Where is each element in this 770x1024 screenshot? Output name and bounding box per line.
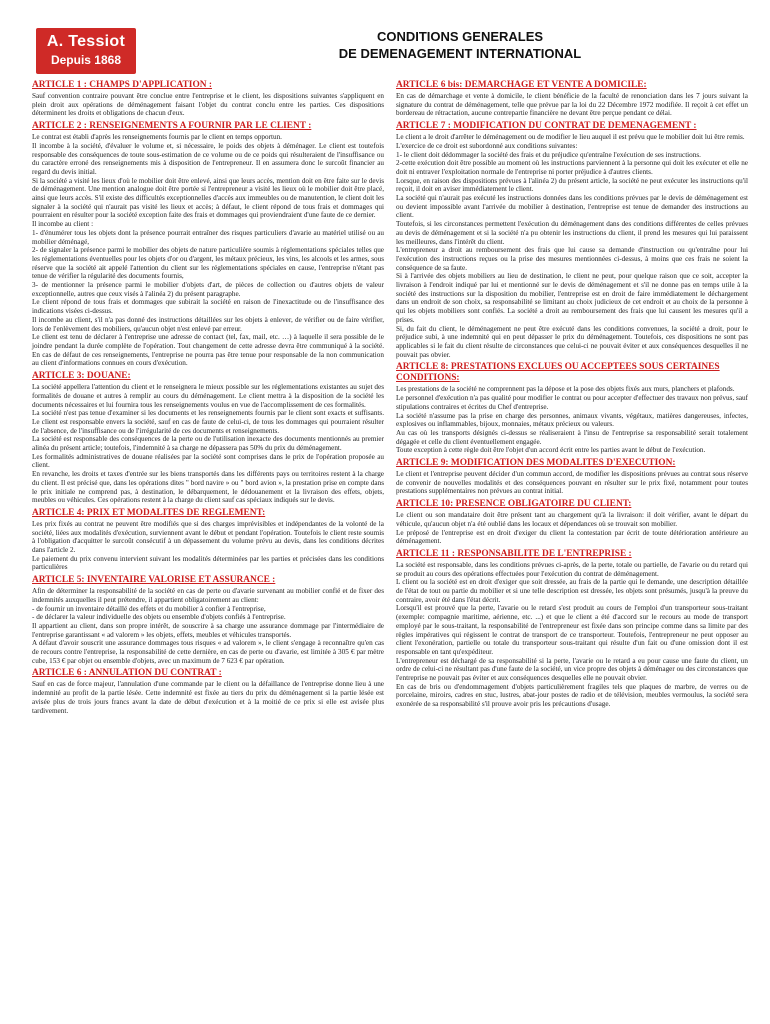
article-title: ARTICLE 2 : RENSEIGNEMENTS A FOURNIR PAR LE CLIENT : [32,121,312,132]
article-title: ARTICLE 11 : RESPONSABILITE DE L'ENTREPRISE : [396,548,632,559]
article-paragraph: Au cas où les transports désignés ci-dessus se réaliseraient à l'insu de l'entreprise sa responsabilité serait totalement dégagée et celle du client éventuellement engagée. [396,428,748,446]
article-paragraph: L'entrepreneur est déchargé de sa responsabilité si la perte, l'avarie ou le retard a eu pour cause une faute du client, un ordre de celui-ci ne résultant pas d'une faute de la société, un vice propre des objets à déménager ou des circonstances que l'entreprise ne pouvait pas éviter et aux conséquences desquelles elle ne pouvait obvier. [396,656,748,683]
article-paragraph: La société est responsable, dans les conditions prévues ci-après, de la perte, totale ou partielle, de l'avarie ou du retard qui se produit au cours des opérations effectuées pour l'exécution du contrat de déménagement. [396,560,748,578]
article-body [32,133,384,368]
article-paragraph: Le client a le droit d'arrêter le déménagement ou de modifier le lieu auquel il est prévu que le mobilier doit lui être remis. [396,133,745,142]
document-title [240,28,680,62]
article-paragraph: 3- de mentionner la présence parmi le mobilier d'objets d'art, de pièces de collection ou d'autres objets de valeur exceptionnelle, autres que ceux visés à l'alinéa 2) du présent paragraphe. [32,281,384,298]
article-body [32,680,384,715]
article-paragraph: 1- d'énumérer tous les objets dont la présence pourrait entraîner des risques particuliers d'avarie au matériel utilisé ou au mobilier déménagé, [32,228,384,246]
article-paragraph: L'exercice de ce droit est subordonné aux conditions suivantes: [396,141,578,150]
article-paragraph: Si, du fait du client, le déménagement ne peut être exécuté dans les conditions convenues, la société a droit, pour le préjudice subi, à une indemnité qui en peut dépasser le prix du déménagement. Toutefois, ces dispositions ne sont pas applicables si le fait du client résulte de circonstances que celui-ci ne pouvait éviter et aux conséquences desquelles il ne pouvait pas obvier. [396,324,748,359]
article-title: ARTICLE 6 bis: DEMARCHAGE ET VENTE A DOMICILE: [396,80,647,90]
article-section [32,575,384,665]
article-paragraph: 2- de signaler la présence parmi le mobilier des objets de nature particulière soumis à réglementations spéciales telles que les réglementations éventuelles pour les objets d'or ou d'argent, les métaux précieux, les vins, les alcools et les armes, sous réserve que la société ait appelé l'attention du client sur les réglementations spéciales en cause, l'entreprise n'étant pas tenue de vérifier la régularité des documents fournis, [32,246,384,281]
article-paragraph: Afin de déterminer la responsabilité de la société en cas de perte ou d'avarie survenant au mobilier confié et de fixer des indemnités auxquelles il peut prétendre, il appartient obligatoirement au client: [32,587,384,604]
title-line-2: DE DEMENAGEMENT INTERNATIONAL [338,46,582,61]
article-paragraph: Le client et l'entreprise peuvent décider d'un commun accord, de modifier les dispositions prévues au contrat sous réserve de convenir de nouvelles modalités et des conséquences pouvant en résulter sur le prix fixé, notamment pour toutes prestations supplémentaires non prévues au contrat initial. [396,470,748,496]
article-paragraph: L'entrepreneur a droit au remboursement des frais que lui cause sa demande d'instruction ou qu'entraîne pour lui l'exécution des instructions reçues ou la prise des mesures mentionnées ci-dessus, à moins que ces frais ne soient la conséquence de sa faute. [396,246,748,272]
right-column [396,80,748,712]
article-section [396,121,748,359]
article-section [396,549,748,709]
article-section [32,508,384,572]
article-section [32,371,384,505]
article-paragraph: La société est responsable des conséquences de la perte ou de l'utilisation inexacte des documents mentionnés au premier alinéa du présent article; toutefois, l'indemnité à sa charge ne dépassera pas 50% du prix du déménagement. [32,435,384,453]
article-body [396,470,748,496]
left-column [32,80,384,718]
article-title: ARTICLE 9: MODIFICATION DES MODALITES D'EXECUTION: [396,458,676,469]
article-paragraph: L client ou la société est en droit d'exiger que soit dressée, au frais de la partie qui le demande, une description détaillée de l'état de tout ou partie du mobilier et si une telle description est dressée, les objets sont présumés, jusqu'à la preuve du contraire, avoir été dans l'état décrit. [396,578,748,604]
article-title: ARTICLE 6 : ANNULATION DU CONTRAT : [32,668,222,679]
article-section [32,80,384,118]
article-paragraph: Les formalités administratives de douane réalisées par la société sont comprises dans le prix de l'opération proposée au client. [32,452,384,470]
article-body [396,561,748,709]
article-paragraph: La société n'assume pas la prise en charge des personnes, animaux vivants, végétaux, matières dangereuses, infectes, explosives ou inflammables, bijoux, monnaies, métaux précieux ou valeurs. [396,411,748,429]
article-paragraph: En revanche, les droits et taxes d'entrée sur les biens transportés dans les différents pays ou territoires restent à la charge du client. Il est précisé que, dans les opérations dites " bord navire » ou " bord avion », la prestation prise en compte dans le prix initiale ne comprend pas, à destination, le débarquement, le dédouanement et la livraison des effets, objets, meubles ou véhicules. Ces opérations restent à la charge du client sauf cas spéciaux indiqués sur le devis. [32,470,384,505]
article-title: ARTICLE 10: PRESENCE OBLIGATOIRE DU CLIENT: [396,499,632,510]
article-paragraph: Le personnel d'exécution n'a pas qualité pour modifier le contrat ou pour accepter d'effectuer des travaux non prévus, sauf stipulations contraires et écrites du Chef d'entreprise. [396,394,748,411]
article-title: ARTICLE 7 : MODIFICATION DU CONTRAT DE DEMENAGEMENT : [396,121,697,132]
article-section [396,499,748,546]
article-section [32,121,384,368]
article-paragraph: Il appartient au client, dans son propre intérêt, de souscrire à sa charge une assurance dommage par l'intermédiaire de l'entreprise garantissant « ad valorem » les objets, effets, meubles et véhicules transportés. [32,621,384,639]
article-paragraph: Le contrat est établi d'après les renseignements fournis par le client en temps opportun. [32,133,282,142]
article-paragraph: Le client répond de tous frais et dommages que subirait la société en raison de l'inexactitude ou de l'insuffisance des indications visées ci-dessus. [32,298,384,316]
article-title: ARTICLE 1 : CHAMPS D'APPLICATION : [32,80,212,90]
article-body [32,587,384,665]
article-paragraph: La société appellera l'attention du client et le renseignera le mieux possible sur les réglementations existantes au sujet des formalités de douane et autres à remplir au cours du déménagement. Le client mettra à la disposition de la société les documents nécessaires et lui fournira tous les renseignements voulus en vue de l'accomplissement de ces formalités. [32,383,384,409]
article-body [32,520,384,572]
logo-year: Depuis 1868 [50,53,122,67]
article-paragraph: Le client est tenu de déclarer à l'entreprise une adresse de contact (tel, fax, mail, etc. …) à laquelle il sera possible de le joindre pendant la durée complète de l'opération. Tout changement de cette adresse devra être communiqué à la société. En cas de défaut de ces renseignements, l'entreprise ne pourra pas être tenue pour responsable de la non communication au client d'informations connues en cours d'exécution. [32,333,384,368]
company-logo [36,28,136,74]
article-paragraph: 1- le client doit dédommager la société des frais et du préjudice qu'entraîne l'exécution de ses instructions. [396,150,701,159]
article-paragraph: En cas de démarchage et vente à domicile, le client bénéficie de la faculté de renonciation dans les 7 jours suivant la signature du contrat de déménagement, telle que prévue par la loi du 22 Décembre 1972 modifiée. Il reçoit à cet effet un bordereau de rétractation, aucune contrepartie financière ne devant être perçue pendant ce délai. [396,92,748,118]
article-paragraph: - de déclarer la valeur individuelle des objets ou ensemble d'objets confiés à l'entreprise. [32,613,286,622]
article-paragraph: Le préposé de l'entreprise est en droit d'exiger du client la contestation par écrit de toute détérioration antérieure au déménagement. [396,528,748,546]
article-section [396,458,748,496]
article-title: ARTICLE 8: PRESTATIONS EXCLUES OU ACCEPTEES SOUS CERTAINES CONDITIONS: [396,362,720,384]
article-paragraph: A défaut d'avoir souscrit une assurance dommages tous risques « ad valorem », le client s'engage à reconnaître qu'en cas de recours contre l'entreprise, la responsabilité de cette dernière, en cas de perte ou d'avarie, est limitée à 305 € par mètre cube, 153 € par objet ou ensemble d'objets, avec un maximum de 7 623 € par opération. [32,639,384,665]
article-paragraph: Les prix fixés au contrat ne peuvent être modifiés que si des charges imprévisibles et indépendantes de la volonté de la société, liées aux modalités d'exécution, surviennent avant le début et pendant l'opération. Toutefois le client reste soumis à l'obligation d'acquitter le surcoût consécutif à un dépassement du volume prévu au devis, dans les conditions décrites dans l'article 2. [32,519,384,555]
article-body [396,511,748,546]
article-paragraph: Lorsqu'il est prouvé que la perte, l'avarie ou le retard s'est produit au cours de l'emploi d'un transporteur sous-traitant (exemple: compagnie maritime, aérienne, etc. ...) et que le client a été d'accord sur le recours au mode de transport employé par le sous-traitant, la responsabilité de l'entrepreneur est fixée dans son principe comme dans sa limite par des règles impératives qui régissent le contrat de transport de ce transporteur. Toutefois, l'entrepreneur ne peut opposer au client l'exonération, partielle ou totale du transporteur sous-traitant qui résulte d'un fait ou d'une omission dont il est responsable en tant qu'expéditeur. [396,604,748,656]
article-paragraph: Toutefois, si les circonstances permettent l'exécution du déménagement dans des conditions différentes de celles prévues au devis de déménagement et si la société n'a pu obtenir les instructions du client, il prend les mesures qui lui paraissent les meilleures, dans l'intérêt du client. [396,220,748,246]
page-header [0,0,770,78]
article-paragraph: - de fournir un inventaire détaillé des effets et du mobilier à confier à l'entreprise, [32,604,266,613]
article-paragraph: Il incombe à la société, d'évaluer le volume et, si nécessaire, le poids des objets à déménager. Le client est toutefois responsable des conséquences de toute sous-estimation de ce volume ou de ce poids qui résulteraient de l'insuffisance ou du caractère erroné des renseignements mis à disposition de l'entrepreneur. Il en assumera donc le surcoût financier au regard du devis initial. [32,141,384,176]
article-section [32,668,384,715]
article-paragraph: La société n'est pas tenue d'examiner si les documents et les renseignements fournis par le client sont exacts et suffisants. Le client est responsable envers la société, sauf en cas de faute de celui-ci, de tous les dommages qui pourraient résulter de l'absence, de l'insuffisance ou de l'irrégularité de ces documents et renseignements. [32,409,384,435]
article-paragraph: Sauf convention contraire pouvant être conclue entre l'entreprise et le client, les dispositions suivantes s'appliquent en plein droit aux opérations de déménagement faisant l'objet du contrat conclu entre les parties. Ces dispositions déterminent les droits et obligations de chacun d'eux. [32,92,384,118]
article-paragraph: Toute exception à cette règle doit être l'objet d'un accord écrit entre les parties avant le début de l'exécution. [396,446,706,455]
article-paragraph: Lorsque, en raison des dispositions prévues à l'alinéa 2) du présent article, la société ne peut exécuter les instructions qu'il reçoit, il doit en aviser immédiatement le client. [396,176,748,194]
article-body [396,133,748,359]
article-paragraph: Le client ou son mandataire doit être présent tant au chargement qu'à la livraison: il doit vérifier, avant le départ du véhicule, qu'aucun objet n'a été oublié dans les locaux et dépendances où se trouvait son mobilier. [396,511,748,528]
article-paragraph: Sauf en cas de force majeur, l'annulation d'une commande par le client ou la défaillance de l'entreprise donne lieu à une indemnité au profit de la partie lésée. Cette indemnité est fixée au tiers du prix du déménagement si la partie lésée est avisée plus de trois jours francs avant la date de début d'exécution et à la moitié de ce prix si elle est avisée plus tardivement. [32,680,384,715]
article-paragraph: En cas de bris ou d'endommagement d'objets particulièrement fragiles tels que plaques de marbre, de verres ou de porcelaine, miroirs, cadres en stuc, lustres, abat-jour postes de radio et de télévision, meubles vermoulus, la société sera exonérée de sa responsabilité s'il prouve avoir pris les précautions d'usage. [396,682,748,709]
article-paragraph: Il incombe au client : [32,220,94,229]
article-body [396,92,748,118]
article-title: ARTICLE 5: INVENTAIRE VALORISE ET ASSURANCE : [32,575,276,586]
article-paragraph: Si à l'arrivée des objets mobiliers au lieu de destination, le client ne peut, pour quelque raison que ce soit, accepter la livraison à l'endroit indiqué par lui et mentionné sur le devis de déménagement et s'il ne donne pas en temps utile à la société des instructions sur la disposition du mobilier, l'entreprise est en droit de faire immédiatement le déchargement dans un endroit de son choix, sa responsabilité se limitant au choix judicieux de cet endroit et au choix de la personne à qui les objets mobiliers sont confiés. La société a droit au remboursement des frais que lui causent les mesures qu'il a prises. [396,272,748,324]
logo-name: A. Tessiot [46,33,126,50]
article-section [396,80,748,118]
article-paragraph: Si la société a visité les lieux d'où le mobilier doit être enlevé, ainsi que leurs accès, mention doit en être faite sur le devis de déménagement. Une mention analogue doit être portée si l'entrepreneur a visité les lieux où le mobilier doit être placé, ainsi que leurs accès. S'il existe des difficultés exceptionnelles d'accès aux immeubles ou de manutention, le client doit les signaler à la société qui n'aurait pas visité les lieux et accès; à défaut, le client répond de tous frais et dommages qui pourraient en résulter pour la société exception faite des frais et dommages qui proviendraient d'une faute de ce dernier. [32,176,384,220]
article-title: ARTICLE 4: PRIX ET MODALITES DE REGLEMENT: [32,507,266,518]
article-paragraph: Il incombe au client, s'il n'a pas donné des instructions détaillées sur les objets à enlever, de vérifier ou de faire vérifier, lors de l'enlèvement des mobiliers, qu'aucun objet n'est enlevé par erreur. [32,315,384,333]
article-paragraph: Les prestations de la société ne comprennent pas la dépose et la pose des objets fixés aux murs, planchers et plafonds. [396,385,735,394]
article-body [32,383,384,505]
title-line-1: CONDITIONS GENERALES [376,29,544,44]
article-body [396,385,748,455]
article-paragraph: Le paiement du prix convenu intervient suivant les modalités déterminées par les parties et précisées dans les conditions particulières [32,554,384,572]
article-title: ARTICLE 3: DOUANE: [32,371,131,382]
article-paragraph: 2-cette exécution doit être possible au moment où les instructions parviennent à la personne qui doit les exécuter et elle ne doit ni entraver l'exploitation normale de l'entreprise ni porter préjudice à d'autres clients. [396,159,748,176]
article-section [396,362,748,455]
article-body [32,92,384,118]
article-paragraph: La société qui n'aurait pas exécuté les instructions données dans les conditions prévues par le devis de déménagement est ou devient impossible avant l'arrivée du mobilier à destination, l'entreprise est tenue de demander des instructions au client. [396,194,748,220]
